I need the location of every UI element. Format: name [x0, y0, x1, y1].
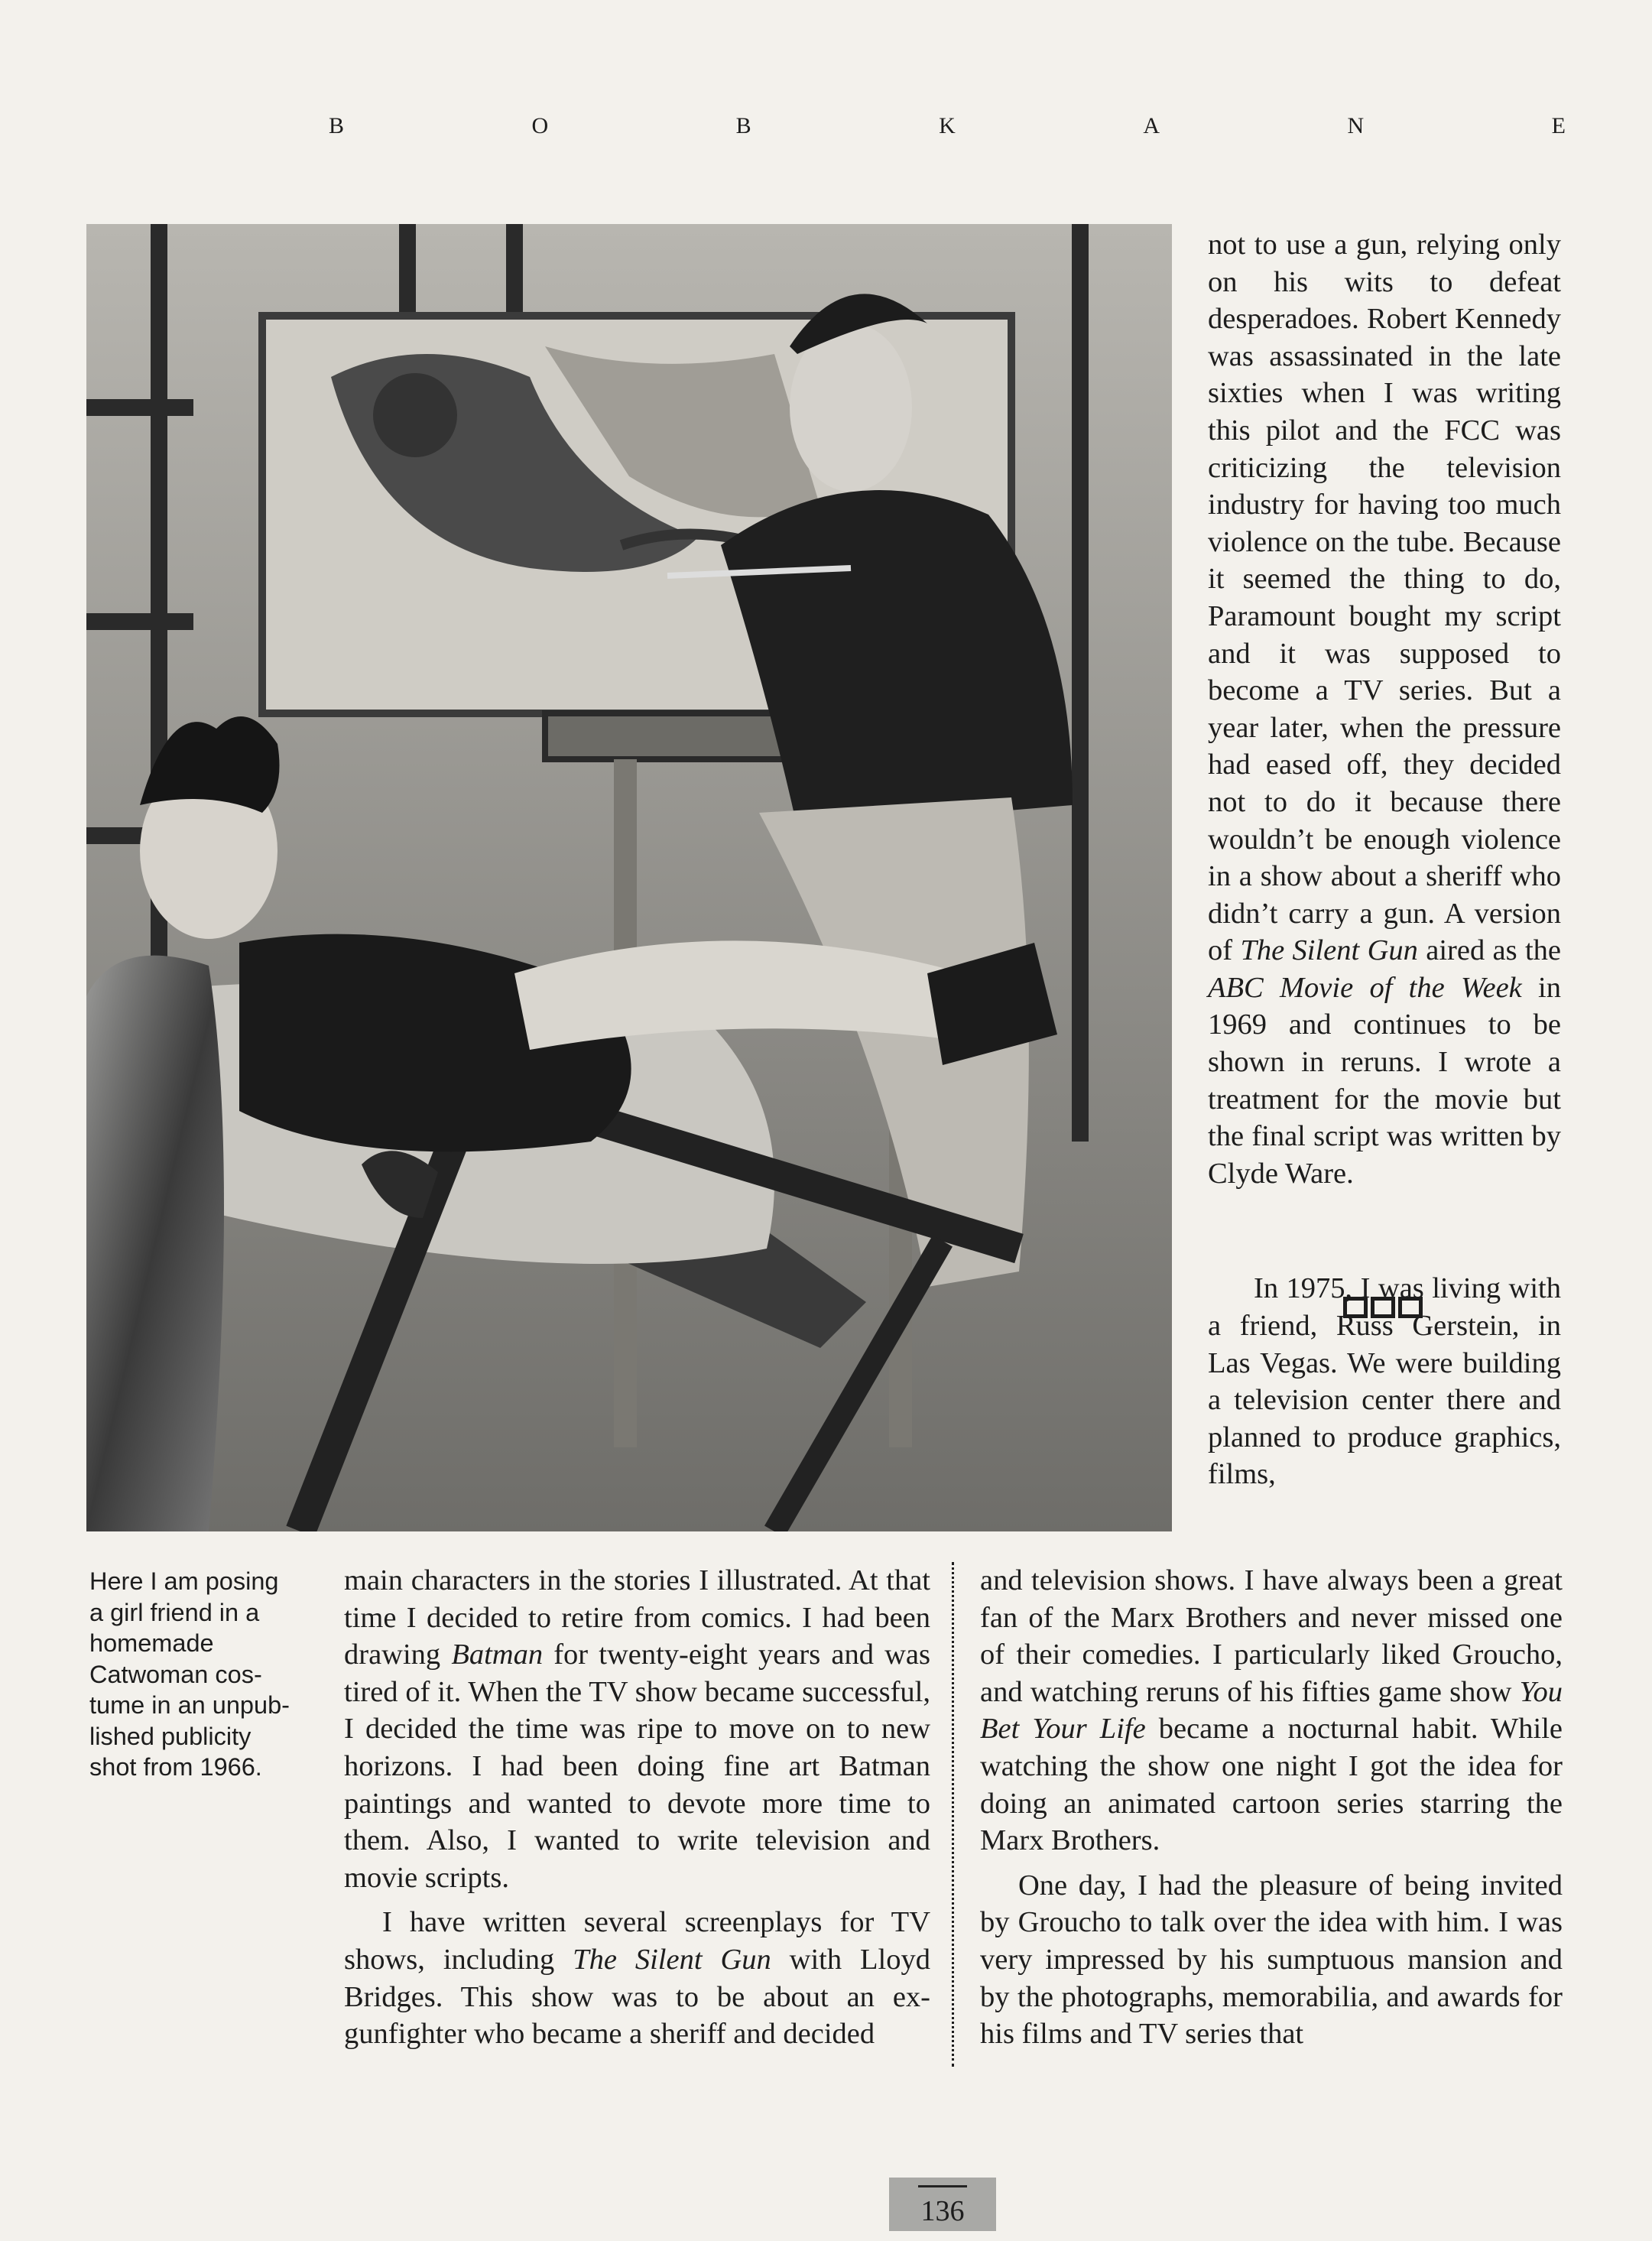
photo-illustration — [86, 224, 1172, 1531]
paragraph: One day, I had the pleasure of being invited by Groucho to talk over the idea with him. I was very impressed by his sumptuous mansion and by the photographs, memorabilia, and awards for his films and TV series that — [980, 1869, 1563, 2051]
running-head-letter: E — [1551, 113, 1567, 138]
photo-caption — [89, 1566, 292, 1783]
caption-line: homemade — [89, 1629, 214, 1657]
caption-line: a girl friend in a — [89, 1598, 260, 1626]
italic-title: ABC Movie of the Week — [1208, 971, 1522, 1004]
column-middle — [344, 1562, 930, 2053]
ornament-box — [1343, 1297, 1368, 1318]
text-run: not to use a gun, relying only on his wits to defeat desperadoes. Robert Kennedy was assassinated in the late sixties when I was writing this pilot and the FCC was criticizing the television industry for having too much violence on the tube. Because it seemed the thing to do, Paramount bought my script and it was supposed to become a TV series. But a year later, when the pressure had eased off, they decided not to do it because there wouldn’t be enough violence in a show about a sheriff who didn’t carry a gun. A version of — [1208, 229, 1561, 967]
section-break-space — [1208, 1192, 1561, 1270]
paragraph — [1208, 226, 1561, 1192]
running-head-letter: O — [531, 113, 550, 138]
ornament-box — [1371, 1297, 1395, 1318]
caption-line: lished publicity — [89, 1722, 252, 1750]
running-head-letter: B — [735, 113, 753, 138]
caption-line: Here I am posing — [89, 1567, 279, 1595]
caption-line: Catwoman cos- — [89, 1660, 262, 1688]
caption-line: tume in an unpub- — [89, 1691, 290, 1719]
section-break-ornament — [1343, 1292, 1427, 1323]
running-head — [329, 113, 1567, 139]
paragraph — [980, 1562, 1563, 1859]
ornament-box — [1398, 1297, 1423, 1318]
text-run: and television shows. I have always been a great fan of the Marx Brothers and never missed one of their comedies. I particularly liked Groucho, and watching reruns of his fifties game show — [980, 1564, 1563, 1708]
italic-title: You Bet Your Life — [980, 1675, 1563, 1746]
paragraph — [344, 1562, 930, 1896]
page-number: 136 — [920, 2195, 965, 2227]
page-number-tab — [889, 2178, 996, 2231]
text-run: for twenty-eight years and was tired of it. When the TV show became successful, I decided the time was ripe to move on to new horizons. I had been doing fine art Batman paintings and wanted to devote more time to them. Also, I wanted to write television and movie scripts. — [344, 1639, 930, 1894]
text-run: main characters in the stories I illustrated. At that time I decided to retire from comics. I had been drawing — [344, 1564, 930, 1671]
column-right-bottom — [980, 1562, 1563, 2053]
paragraph — [344, 1904, 930, 2052]
caption-line: shot from 1966. — [89, 1753, 262, 1781]
running-head-letter: A — [1143, 113, 1161, 138]
text-run: became a nocturnal habit. While watching the show one night I got the idea for doing an animated cartoon series starring the Marx Brothers. — [980, 1713, 1563, 1857]
text-run: in 1969 and continues to be shown in reruns. I wrote a treatment for the movie but the final script was written by Clyde Ware. — [1208, 971, 1561, 1190]
text-run: aired as the — [1417, 934, 1562, 967]
column-divider — [952, 1562, 954, 2067]
catwoman-publicity-photo — [86, 224, 1172, 1531]
running-head-letter: K — [939, 113, 957, 138]
paragraph: In 1975, I was living with a friend, Russ Gerstein, in Las Vegas. We were building a television center there and planned to produce graphics, films, — [1208, 1272, 1561, 1491]
text-run: with Lloyd Bridges. This show was to be about an ex-gunfighter who became a sheriff and decided — [344, 1943, 930, 2051]
folio-rule — [918, 2185, 967, 2187]
italic-title: The Silent Gun — [573, 1943, 771, 1976]
text-run: I have written several screenplays for TV shows, including — [344, 1906, 930, 1976]
italic-title: The Silent Gun — [1240, 934, 1418, 967]
italic-title: Batman — [451, 1639, 544, 1671]
running-head-letter: B — [329, 113, 346, 138]
running-head-letter: N — [1347, 113, 1366, 138]
